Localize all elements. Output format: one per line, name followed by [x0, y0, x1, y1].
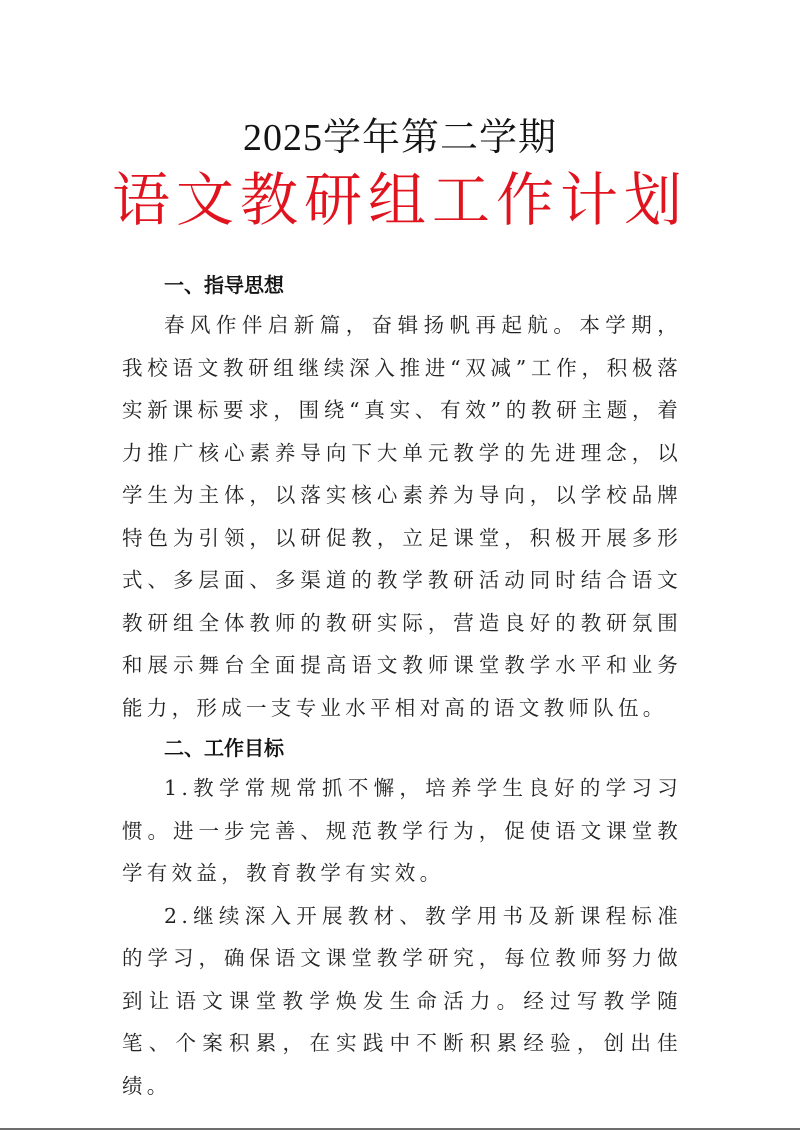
paragraph-goal-2: 2.继续深入开展教材、教学用书及新课程标准的学习，确保语文课堂教学研究，每位教师努力做到让语文课堂教学焕发生命活力。经过写教学随笔、个案积累，在实践中不断积累经验，创出佳绩。 — [122, 903, 682, 1098]
section-heading: 二、工作目标 — [164, 736, 284, 760]
document-title: 语文教研组工作计划 — [111, 168, 688, 233]
page-bottom-edge — [0, 1128, 800, 1130]
paragraph: 春风作伴启新篇，奋辑扬帆再起航。本学期，我校语文教研组继续深入推进“双减”工作，积极落实新课标要求，围绕“真实、有效”的教研主题，着力推广核心素养导向下大单元教学的先进理念，以学生为主体，以落实核心素养为导向，以学校品牌特色为引领，以研促教，立足课堂，积极开展多形式、多层面、多渠道的教学教研活动同时结合语文教研组全体教师的教研实际，营造良好的教研氛围和展示舞台全面提高语文教师课堂教学水平和业务能力，形成一支专业水平相对高的语文教师队伍。 — [122, 313, 682, 720]
document-body — [122, 266, 682, 1107]
document-subtitle: 2025学年第二学期 — [242, 117, 557, 159]
section-work-goals — [122, 729, 682, 1107]
section-heading: 一、指导思想 — [164, 273, 284, 297]
section-guiding-ideology — [122, 266, 682, 729]
paragraph-goal-1: 1.教学常规常抓不懈，培养学生良好的学习习惯。进一步完善、规范教学行为，促使语文课堂教学有效益，教育教学有实效。 — [122, 776, 682, 885]
